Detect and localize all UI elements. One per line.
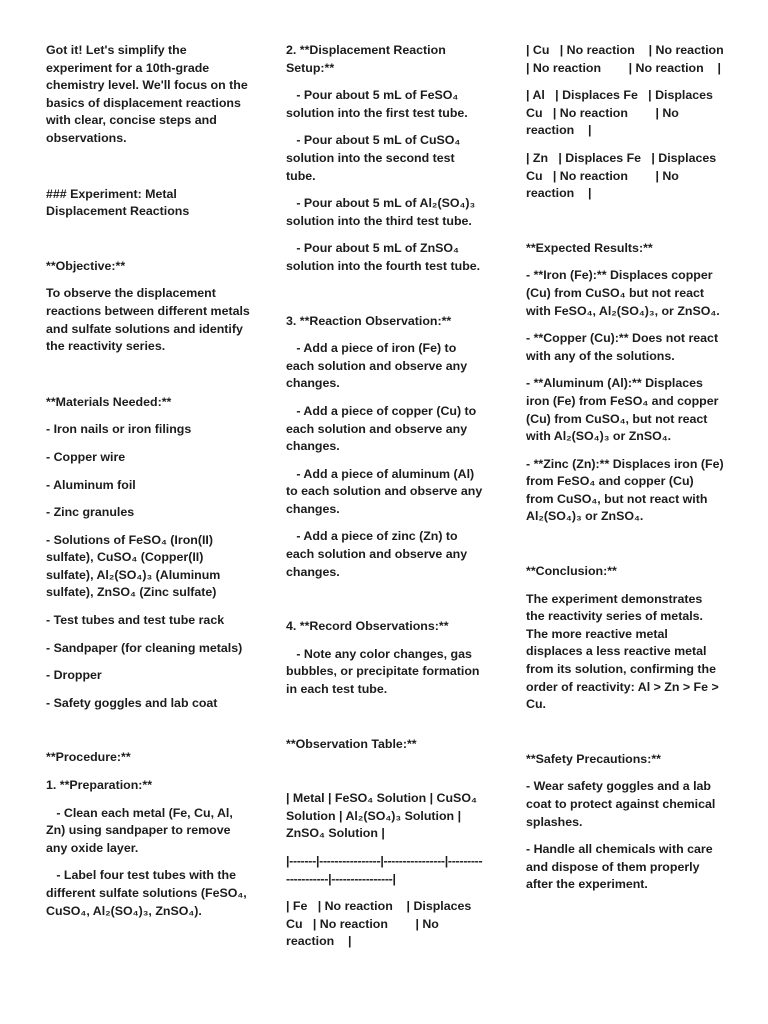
paragraph: ### Experiment: Metal Displacement Reactions [46,186,190,219]
paragraph: - **Aluminum (Al):** Displaces iron (Fe) from FeSO₄ and copper (Cu) from CuSO₄, but not react with Al₂(SO₄)₃ or ZnSO₄. [526,376,722,444]
paragraph: - Pour about 5 mL of ZnSO₄ solution into the fourth test tube. [286,241,481,273]
paragraph: - **Copper (Cu):** Does not react with any of the solutions. [526,331,722,363]
paragraph: - Wear safety goggles and a lab coat to protect against chemical splashes. [526,779,719,829]
paragraph: **Objective:** [46,258,126,273]
paragraph: - Pour about 5 mL of Al₂(SO₄)₃ solution into the third test tube. [286,196,479,228]
paragraph: - Test tubes and test tube rack [46,613,225,628]
column-left [46,42,254,920]
paragraph: - Dropper [46,668,102,683]
paragraph: **Materials Needed:** [46,394,172,409]
paragraph: - Safety goggles and lab coat [46,695,218,710]
paragraph: **Procedure:** [46,750,131,765]
paragraph: | Fe | No reaction | Displaces Cu | No reaction | No reaction | [286,899,475,949]
paragraph: - Iron nails or iron filings [46,422,192,437]
paragraph: 4. **Record Observations:** [286,619,449,634]
paragraph: - Add a piece of iron (Fe) to each solution and observe any changes. [286,341,471,391]
paragraph: - Zinc granules [46,505,135,520]
column-right [526,42,738,894]
paragraph: - Clean each metal (Fe, Cu, Al, Zn) using sandpaper to remove any oxide layer. [46,805,237,855]
paragraph: **Conclusion:** [526,564,617,579]
paragraph: - Add a piece of zinc (Zn) to each solution and observe any changes. [286,529,471,579]
paragraph: - Pour about 5 mL of CuSO₄ solution into the second test tube. [286,133,464,183]
paragraph: | Al | Displaces Fe | Displaces Cu | No reaction | No reaction | [526,88,717,138]
paragraph: **Expected Results:** [526,240,653,255]
column-middle [286,42,484,951]
paragraph: 3. **Reaction Observation:** [286,313,452,328]
paragraph: - Label four test tubes with the different sulfate solutions (FeSO₄, CuSO₄, Al₂(SO₄)₃, ZnSO₄). [46,868,251,918]
paragraph: - **Iron (Fe):** Displaces copper (Cu) from CuSO₄ but not react with FeSO₄, Al₂(SO₄)₃, or ZnSO₄. [526,268,720,318]
paragraph: | Metal | FeSO₄ Solution | CuSO₄ Solution | Al₂(SO₄)₃ Solution | ZnSO₄ Solution | [286,791,481,841]
paragraph: - Handle all chemicals with care and dispose of them properly after the experiment. [526,842,717,892]
paragraph: - Pour about 5 mL of FeSO₄ solution into the first test tube. [286,88,468,120]
paragraph: 2. **Displacement Reaction Setup:** [286,43,450,75]
paragraph: - Aluminum foil [46,477,136,492]
paragraph: 1. **Preparation:** [46,778,153,793]
paragraph: |-------|----------------|----------------|--------------------|----------------| [286,854,483,886]
paragraph: **Safety Precautions:** [526,751,661,766]
paragraph: The experiment demonstrates the reactivity series of metals. The more reactive metal displaces a less reactive metal from its solution, confirming the order of reactivity: Al > Zn > Fe > Cu. [526,591,723,712]
paragraph: To observe the displacement reactions between different metals and sulfate solutions and identify the reactivity series. [46,286,254,354]
paragraph: | Cu | No reaction | No reaction | No reaction | No reaction | [526,43,738,75]
paragraph: - Solutions of FeSO₄ (Iron(II) sulfate), CuSO₄ (Copper(II) sulfate), Al₂(SO₄)₃ (Aluminum sulfate), ZnSO₄ (Zinc sulfate) [46,532,224,600]
paragraph: | Zn | Displaces Fe | Displaces Cu | No reaction | No reaction | [526,150,720,201]
paragraph: - Add a piece of copper (Cu) to each solution and observe any changes. [286,403,480,454]
paragraph: - **Zinc (Zn):** Displaces iron (Fe) from FeSO₄ and copper (Cu) from CuSO₄, but not react with Al₂(SO₄)₃ or ZnSO₄. [526,456,728,524]
paragraph: - Note any color changes, gas bubbles, or precipitate formation in each test tube. [286,646,483,697]
paragraph: - Add a piece of aluminum (Al) to each solution and observe any changes. [286,466,486,516]
paragraph: - Sandpaper (for cleaning metals) [46,640,243,655]
paragraph: Got it! Let's simplify the experiment for a 10th-grade chemistry level. We'll focus on the basics of displacement reactions with clear, concise steps and observations. [46,43,252,145]
paragraph: **Observation Table:** [286,736,417,751]
paragraph: - Copper wire [46,449,126,464]
